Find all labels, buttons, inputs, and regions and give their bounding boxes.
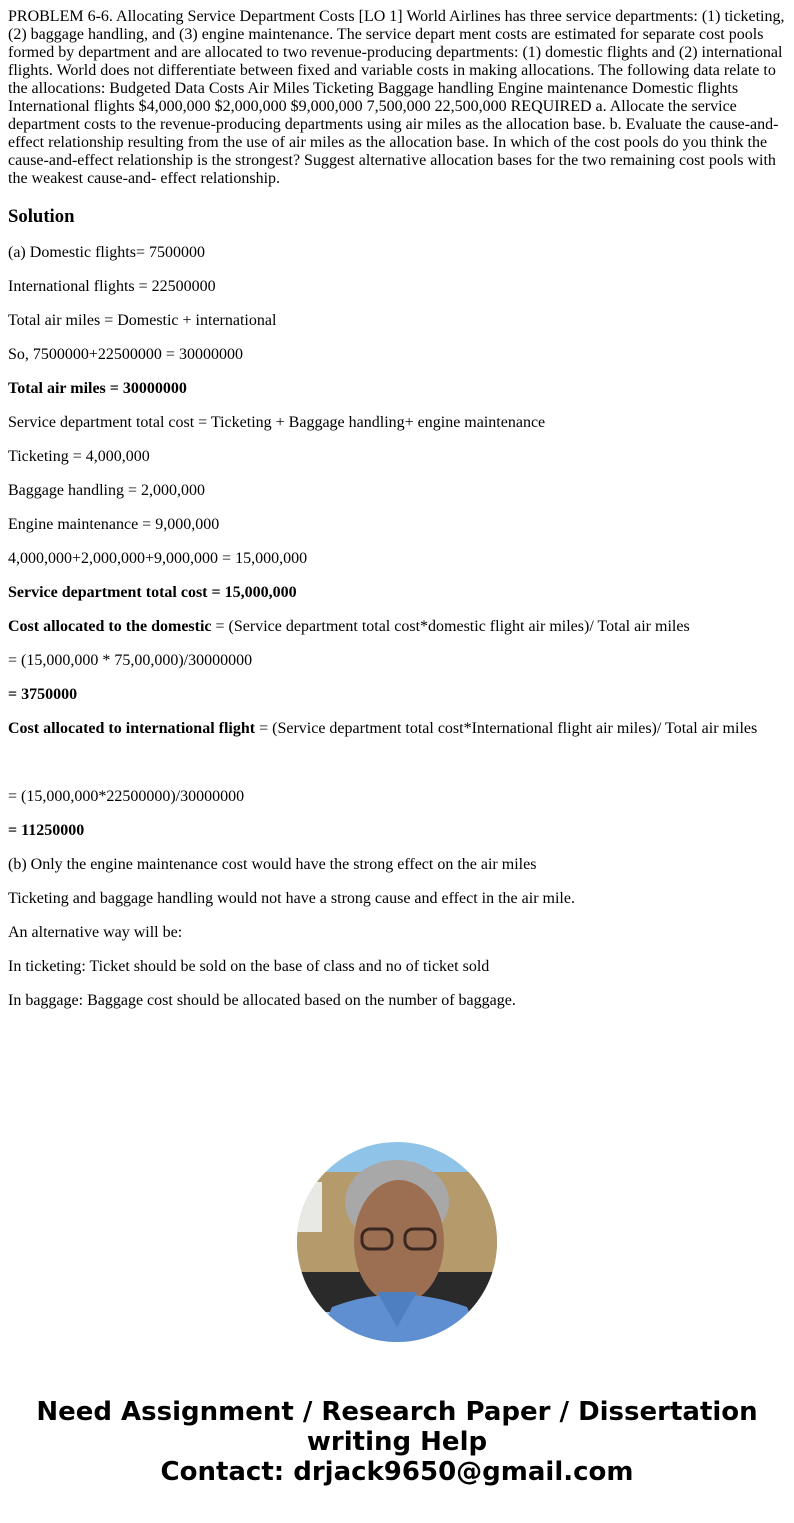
total-air-miles: Total air miles = 30000000 <box>8 380 187 397</box>
solution-line <box>8 686 786 704</box>
solution-line: Baggage handling = 2,000,000 <box>8 482 205 499</box>
solution-line: An alternative way will be: <box>8 924 183 941</box>
international-label: Cost allocated to international flight <box>8 720 256 737</box>
problem-statement: PROBLEM 6-6. Allocating Service Department Costs [LO 1] World Airlines has three service departments: (1) ticketing, (2) baggage handling, and (3) engine maintenance. The service depart ment costs are estimated for separate cost pools formed by department and are allocated to two revenue-producing departments: (1) domestic flights and (2) international flights. World does not differentiate between fixed and variable costs in making allocations. The following data relate to the allocations: Budgeted Data Costs Air Miles Ticketing Baggage handling Engine maintenance Domestic flights International flights $4,000,000 $2,000,000 $9,000,000 7,500,000 22,500,000 REQUIRED a. Allocate the service department costs to the revenue-producing departments using air miles as the allocation base. b. Evaluate the cause-and-effect relationship resulting from the use of air miles as the allocation base. In which of the cost pools do you think the cause-and-effect relationship is the strongest? Suggest alternative allocation bases for the two remaining cost pools with the weakest cause-and- effect relationship. <box>8 8 785 187</box>
domestic-result: 3750000 <box>21 686 78 703</box>
solution-line: Total air miles = Domestic + international <box>8 312 277 329</box>
solution-line <box>8 720 786 738</box>
solution-line <box>8 380 786 398</box>
solution-line <box>8 584 786 602</box>
solution-line: International flights = 22500000 <box>8 278 216 295</box>
solution-line: = (15,000,000*22500000)/30000000 <box>8 788 245 805</box>
contact-footer <box>8 1397 786 1487</box>
domestic-formula: = (Service department total cost*domestic flight air miles)/ Total air miles <box>211 618 690 635</box>
total-cost: Service department total cost = 15,000,000 <box>8 584 297 601</box>
solution-line: So, 7500000+22500000 = 30000000 <box>8 346 243 363</box>
solution-line: (b) Only the engine maintenance cost would have the strong effect on the air miles <box>8 856 537 873</box>
eq: = <box>8 686 22 703</box>
solution-line <box>8 618 786 636</box>
blank-line <box>8 754 786 772</box>
solution-line: Ticketing and baggage handling would not have a strong cause and effect in the air mile. <box>8 890 575 907</box>
international-formula: = (Service department total cost*International flight air miles)/ Total air miles <box>255 720 758 737</box>
solution-line: 4,000,000+2,000,000+9,000,000 = 15,000,000 <box>8 550 308 567</box>
solution-line: Ticketing = 4,000,000 <box>8 448 150 465</box>
international-result: 11250000 <box>21 822 85 839</box>
eq: = <box>8 822 22 839</box>
solution-line: Engine maintenance = 9,000,000 <box>8 516 220 533</box>
solution-line <box>8 822 786 840</box>
footer-contact: Contact: drjack9650@gmail.com <box>160 1457 634 1487</box>
solution-line: (a) Domestic flights= 7500000 <box>8 244 205 261</box>
solution-heading: Solution <box>8 206 75 227</box>
domestic-label: Cost allocated to the domestic <box>8 618 212 635</box>
solution-line: = (15,000,000 * 75,00,000)/30000000 <box>8 652 253 669</box>
solution-line: Service department total cost = Ticketing + Baggage handling+ engine maintenance <box>8 414 546 431</box>
footer-headline: Need Assignment / Research Paper / Dissertation writing Help <box>36 1397 758 1457</box>
solution-line: In ticketing: Ticket should be sold on the base of class and no of ticket sold <box>8 958 490 975</box>
author-avatar <box>297 1142 497 1342</box>
solution-line: In baggage: Baggage cost should be allocated based on the number of baggage. <box>8 992 516 1009</box>
